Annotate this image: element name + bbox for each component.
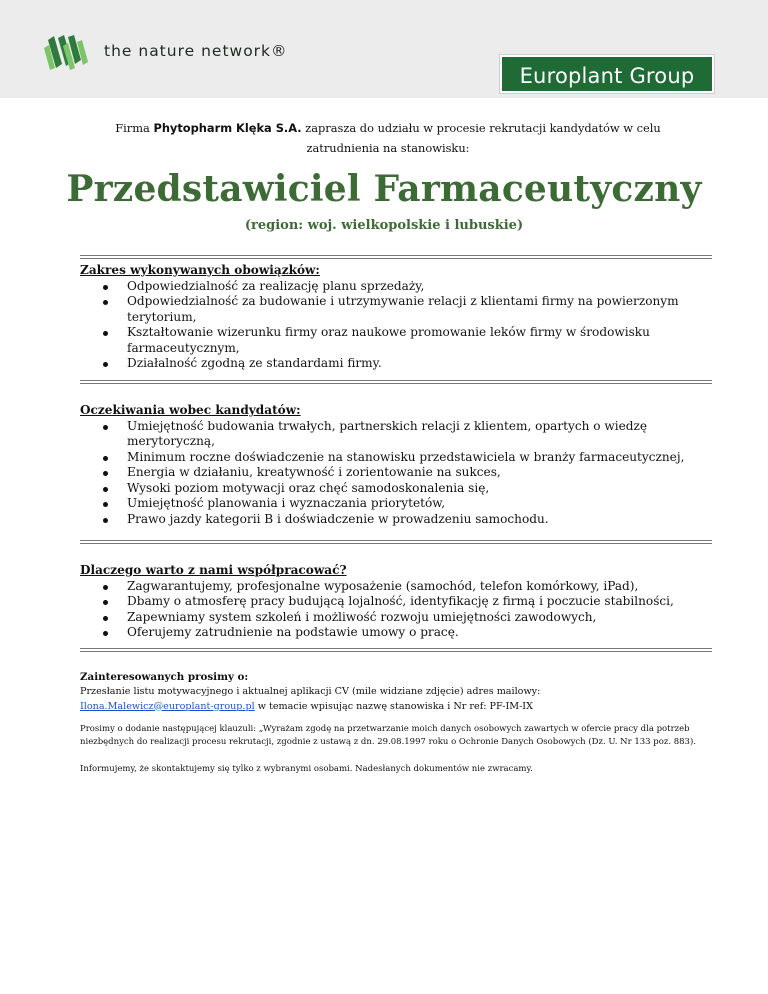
list-item: Oferujemy zatrudnienie na podstawie umowy o pracę. (80, 625, 700, 641)
list-item: Odpowiedzialność za budowanie i utrzymywanie relacji z klientami firmy na powierzonym terytorium, (80, 294, 700, 325)
benefits-list (80, 579, 700, 641)
page-title: Przedstawiciel Farmaceutyczny (66, 168, 702, 210)
list-item: Zagwarantujemy, profesjonalne wyposażenie (samochód, telefon komórkowy, iPad), (80, 579, 700, 595)
tagline: the nature network® (104, 42, 288, 60)
duties-section (80, 263, 700, 372)
contact-line: Przesłanie listu motywacyjnego i aktualnej aplikacji CV (mile widziane zdjęcie) adres mailowy: (80, 686, 541, 697)
requirements-section (80, 403, 700, 527)
list-item: Energia w działaniu, kreatywność i zorientowanie na sukces, (80, 465, 700, 481)
list-item: Wysoki poziom motywacji oraz chęć samodoskonalenia się, (80, 481, 700, 497)
divider (80, 255, 712, 259)
intro-text (80, 118, 696, 158)
benefits-section (80, 563, 700, 641)
contact-email-line (80, 700, 720, 715)
list-item: Umiejętność planowania i wyznaczania priorytetów, (80, 496, 700, 512)
section-heading: Dlaczego warto z nami współpracować? (80, 563, 347, 577)
section-heading: Zakres wykonywanych obowiązków: (80, 263, 320, 277)
email-link[interactable]: Ilona.Malewicz@europlant-group.pl (80, 700, 255, 712)
consent-clause: Prosimy o dodanie następującej klauzuli: „Wyrażam zgodę na przetwarzanie moich danych osobowych zawartych w ofercie pracy dla potrzeb niezbędnych do realizacji procesu rekrutacji, zgodnie z ustawą z dn. 29.08.1997 roku o Ochronie Danych Osobowych (Dz. U. Nr 133 poz. 883). (80, 724, 696, 747)
divider (80, 380, 712, 384)
contact-heading: Zainteresowanych prosimy o: (80, 671, 249, 683)
header-band (0, 0, 768, 98)
notice-text: Informujemy, że skontaktujemy się tylko z wybranymi osobami. Nadesłanych dokumentów nie zwracamy. (80, 764, 533, 774)
list-item: Działalność zgodną ze standardami firmy. (80, 356, 700, 372)
contact-section (80, 670, 720, 714)
contact-line-suffix: w temacie wpisując nazwę stanowiska i Nr ref: PF-IM-IX (254, 700, 533, 712)
list-item: Umiejętność budowania trwałych, partnerskich relacji z klientem, opartych o wiedzę merytoryczną, (80, 419, 700, 450)
list-item: Minimum roczne doświadczenie na stanowisku przedstawiciela w branży farmaceutycznej, (80, 450, 700, 466)
duties-list (80, 279, 700, 372)
region-subtitle: (region: woj. wielkopolskie i lubuskie) (244, 218, 524, 233)
company-name: Phytopharm Klęka S.A. (153, 121, 302, 135)
divider (80, 648, 712, 652)
list-item: Kształtowanie wizerunku firmy oraz naukowe promowanie leków firmy w środowisku farmaceutycznym, (80, 325, 700, 356)
brand-logo: Europlant Group (500, 55, 714, 93)
intro-pre: Firma (115, 121, 154, 135)
list-item: Prawo jazdy kategorii B i doświadczenie w prowadzeniu samochodu. (80, 512, 700, 528)
section-heading: Oczekiwania wobec kandydatów: (80, 403, 301, 417)
list-item: Dbamy o atmosferę pracy budującą lojalność, identyfikację z firmą i poczucie stabilności, (80, 594, 700, 610)
list-item: Odpowiedzialność za realizację planu sprzedaży, (80, 279, 700, 295)
intro-post: zaprasza do udziału w procesie rekrutacji kandydatów w celu zatrudnienia na stanowisku: (301, 121, 661, 155)
leaf-stripes-icon (44, 34, 88, 70)
list-item: Zapewniamy system szkoleń i możliwość rozwoju umiejętności zawodowych, (80, 610, 700, 626)
requirements-list (80, 419, 700, 528)
divider (80, 540, 712, 544)
